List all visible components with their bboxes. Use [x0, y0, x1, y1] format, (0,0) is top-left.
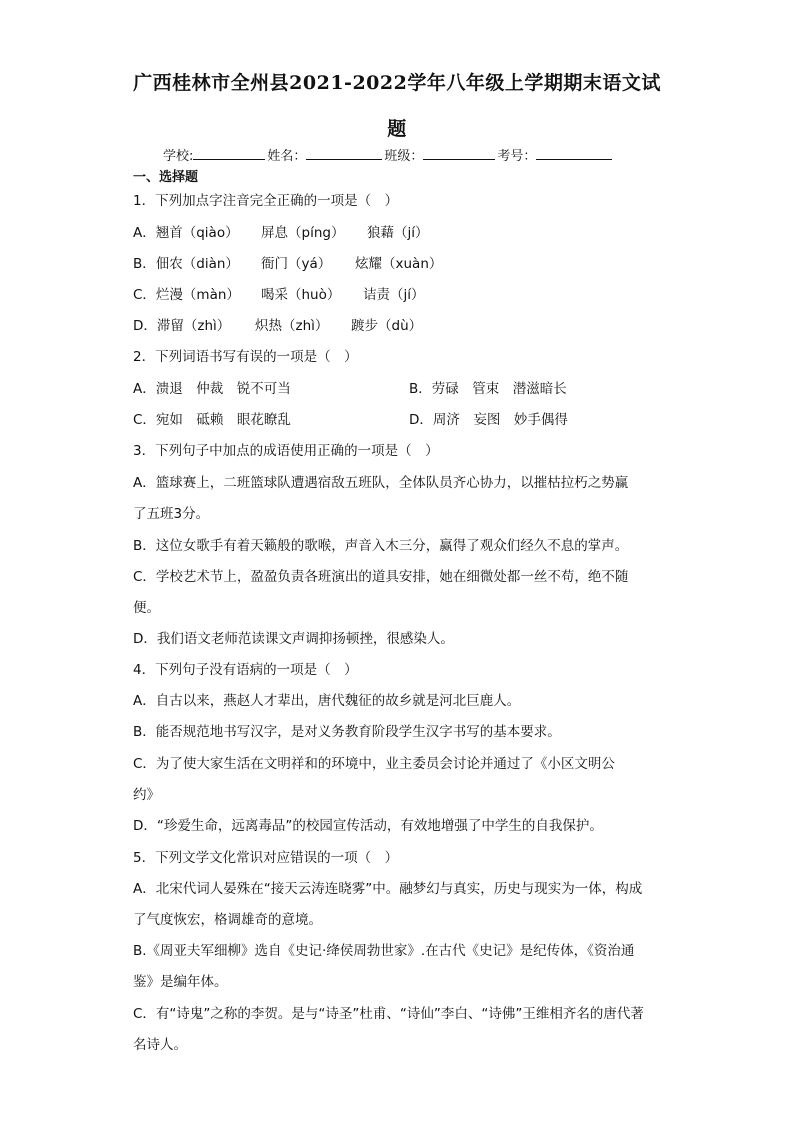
question-4-stem: 4．下列句子没有语病的一项是（ ） — [133, 662, 358, 678]
question-3-option-a-line2: 了五班3分。 — [133, 506, 210, 522]
question-3-option-c-line1: C．学校艺术节上，盈盈负责各班演出的道具安排，她在细微处都一丝不苟，绝不随 — [133, 569, 629, 585]
question-4-option-c-line1: C．为了使大家生活在文明祥和的环境中，业主委员会讨论并通过了《小区文明公 — [133, 756, 615, 772]
question-2-options-cd: C．宛如 砥赖 眼花瞭乱 D．周济 妄图 妙手偶得 — [133, 412, 568, 428]
question-3-option-c-line2: 便。 — [133, 600, 160, 616]
question-4-option-b: B．能否规范地书写汉字，是对义务教育阶段学生汉字书写的基本要求。 — [133, 724, 561, 740]
name-blank[interactable] — [306, 145, 382, 160]
question-3-option-b: B．这位女歌手有着天籁般的歌喉，声音入木三分，赢得了观众们经久不息的掌声。 — [133, 538, 629, 554]
question-4-option-c-line2: 约》 — [133, 787, 160, 803]
school-label: 学校: — [163, 149, 194, 164]
question-1-option-c: C．烂漫（màn） 喝采（huò） 诘责（jí） — [133, 287, 425, 303]
question-5-option-b-line2: 鉴》是编年体。 — [133, 974, 228, 990]
exam-title-line1: 广西桂林市全州县2021-2022学年八年级上学期期末语文试 — [133, 72, 661, 94]
question-1-option-a: A．翘首（qiào） 屏息（píng） 狼藉（jí） — [133, 225, 429, 241]
question-2-stem: 2．下列词语书写有误的一项是（ ） — [133, 349, 358, 365]
question-5-option-c-line2: 名诗人。 — [133, 1037, 187, 1053]
question-3-stem: 3．下列句子中加点的成语使用正确的一项是（ ） — [133, 443, 439, 459]
question-4-option-d: D．“珍爱生命，远离毒品”的校园宣传活动，有效地增强了中学生的自我保护。 — [133, 818, 603, 834]
question-4-option-a: A．自古以来，燕赵人才辈出，唐代魏征的故乡就是河北巨鹿人。 — [133, 693, 521, 709]
exam-number-blank[interactable] — [536, 145, 612, 160]
school-blank[interactable] — [193, 145, 265, 160]
question-3-option-a-line1: A．篮球赛上，二班篮球队遭遇宿敌五班队，全体队员齐心协力，以摧枯拉朽之势赢 — [133, 475, 629, 491]
name-label: 姓名： — [267, 149, 307, 164]
question-5-option-a-line1: A．北宋代词人晏殊在“接天云涛连晓雾”中。融梦幻与真实，历史与现实为一体，构成 — [133, 881, 643, 897]
section-heading: 一、选择题 — [133, 170, 199, 185]
student-info-row — [163, 145, 614, 164]
class-blank[interactable] — [423, 145, 495, 160]
question-5-option-a-line2: 了气度恢宏，格调雄奇的意境。 — [133, 912, 322, 928]
question-1-stem: 1．下列加点字注音完全正确的一项是（ ） — [133, 193, 399, 209]
question-5-option-b-line1: B.《周亚夫军细柳》选自《史记·绛侯周勃世家》.在古代《史记》是纪传体，《资治通 — [133, 943, 635, 959]
exam-title-line2: 题 — [387, 118, 407, 140]
question-1-option-b: B．佃农（diàn） 衙门（yá） 炫耀（xuàn） — [133, 256, 443, 272]
question-2-options-ab: A．溃退 仲裁 锐不可当 B．劳碌 管束 潜滋暗长 — [133, 381, 567, 397]
question-1-option-d: D．滞留（zhì） 炽热（zhì） 踱步（dù） — [133, 318, 423, 334]
class-label: 班级： — [384, 149, 424, 164]
exam-number-label: 考号： — [497, 149, 537, 164]
question-3-option-d: D．我们语文老师范读课文声调抑扬顿挫，很感染人。 — [133, 631, 454, 647]
question-5-option-c-line1: C．有“诗鬼”之称的李贺。是与“诗圣”杜甫、“诗仙”李白、“诗佛”王维相齐名的唐代著 — [133, 1006, 644, 1022]
question-5-stem: 5．下列文学文化常识对应错误的一项（ ） — [133, 850, 399, 866]
